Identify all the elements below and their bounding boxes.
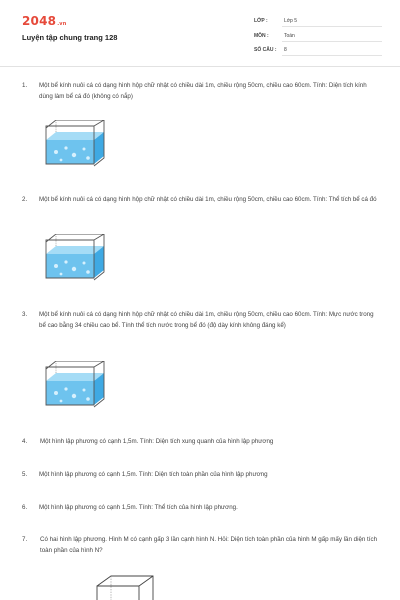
fish-tank-image [44,234,106,282]
question-number: 3. [22,311,28,318]
question-number: 7. [22,536,28,543]
question-text: Một bể kính nuôi cá có dạng hình hộp chữ nhật có chiều dài 1m, chiều rộng 50cm, chiều cao 60cm. Tính: Thể tích bể cá đó [39,196,377,203]
question-number: 5. [22,471,28,478]
fish-tank-image [44,361,106,409]
question-text: Một hình lập phương có cạnh 1,5m. Tính: Diện tích xung quanh của hình lập phương [40,438,274,445]
fish-tank-image [44,120,106,168]
cube-diagram [95,574,155,600]
meta-underline [282,41,382,42]
meta-value: Toán [284,33,295,39]
meta-value: Lớp 5 [284,18,298,24]
meta-label: LỚP : [254,18,268,24]
question-text: Một bể kính nuôi cá có dạng hình hộp chữ nhật có chiều dài 1m, chiều rộng 50cm, chiều cao 60cm. Tính: Diện tích kính dùng làm bể cá đó (không có nắp) [39,82,367,100]
site-logo[interactable] [22,14,67,28]
header-divider [0,66,400,67]
page-header [0,0,400,66]
question-text: Một bể kính nuôi cá có dạng hình hộp chữ nhật có chiều dài 1m, chiều rộng 50cm, chiều cao 60cm. Tính: Mực nước trong bể cao bằng 34 chiều cao bể. Tính thể tích nước trong bể đó (độ dày kính không đáng kể) [39,311,374,329]
question-text: Có hai hình lập phương. Hình M có cạnh gấp 3 lần cạnh hình N. Hỏi: Diện tích toàn phần của hình M gấp mấy lần diện tích toàn phần của hình N? [40,536,378,554]
logo-main-text: 2048 [22,14,57,28]
question-text: Một hình lập phương có cạnh 1,5m. Tính: Thể tích của hình lập phương. [39,504,238,511]
question-text: Một hình lập phương có cạnh 1,5m. Tính: Diện tích toàn phần của hình lập phương [39,471,268,478]
page-title: Luyện tập chung trang 128 [22,33,118,42]
meta-value: 8 [284,47,287,53]
meta-label: MÔN : [254,33,269,39]
question-number: 4. [22,438,28,445]
meta-label: SỐ CÂU : [254,47,277,53]
meta-underline [282,55,382,56]
logo-domain-text: .vn [57,21,67,27]
question-number: 6. [22,504,28,511]
question-number: 1. [22,82,28,89]
meta-underline [282,26,382,27]
question-number: 2. [22,196,28,203]
